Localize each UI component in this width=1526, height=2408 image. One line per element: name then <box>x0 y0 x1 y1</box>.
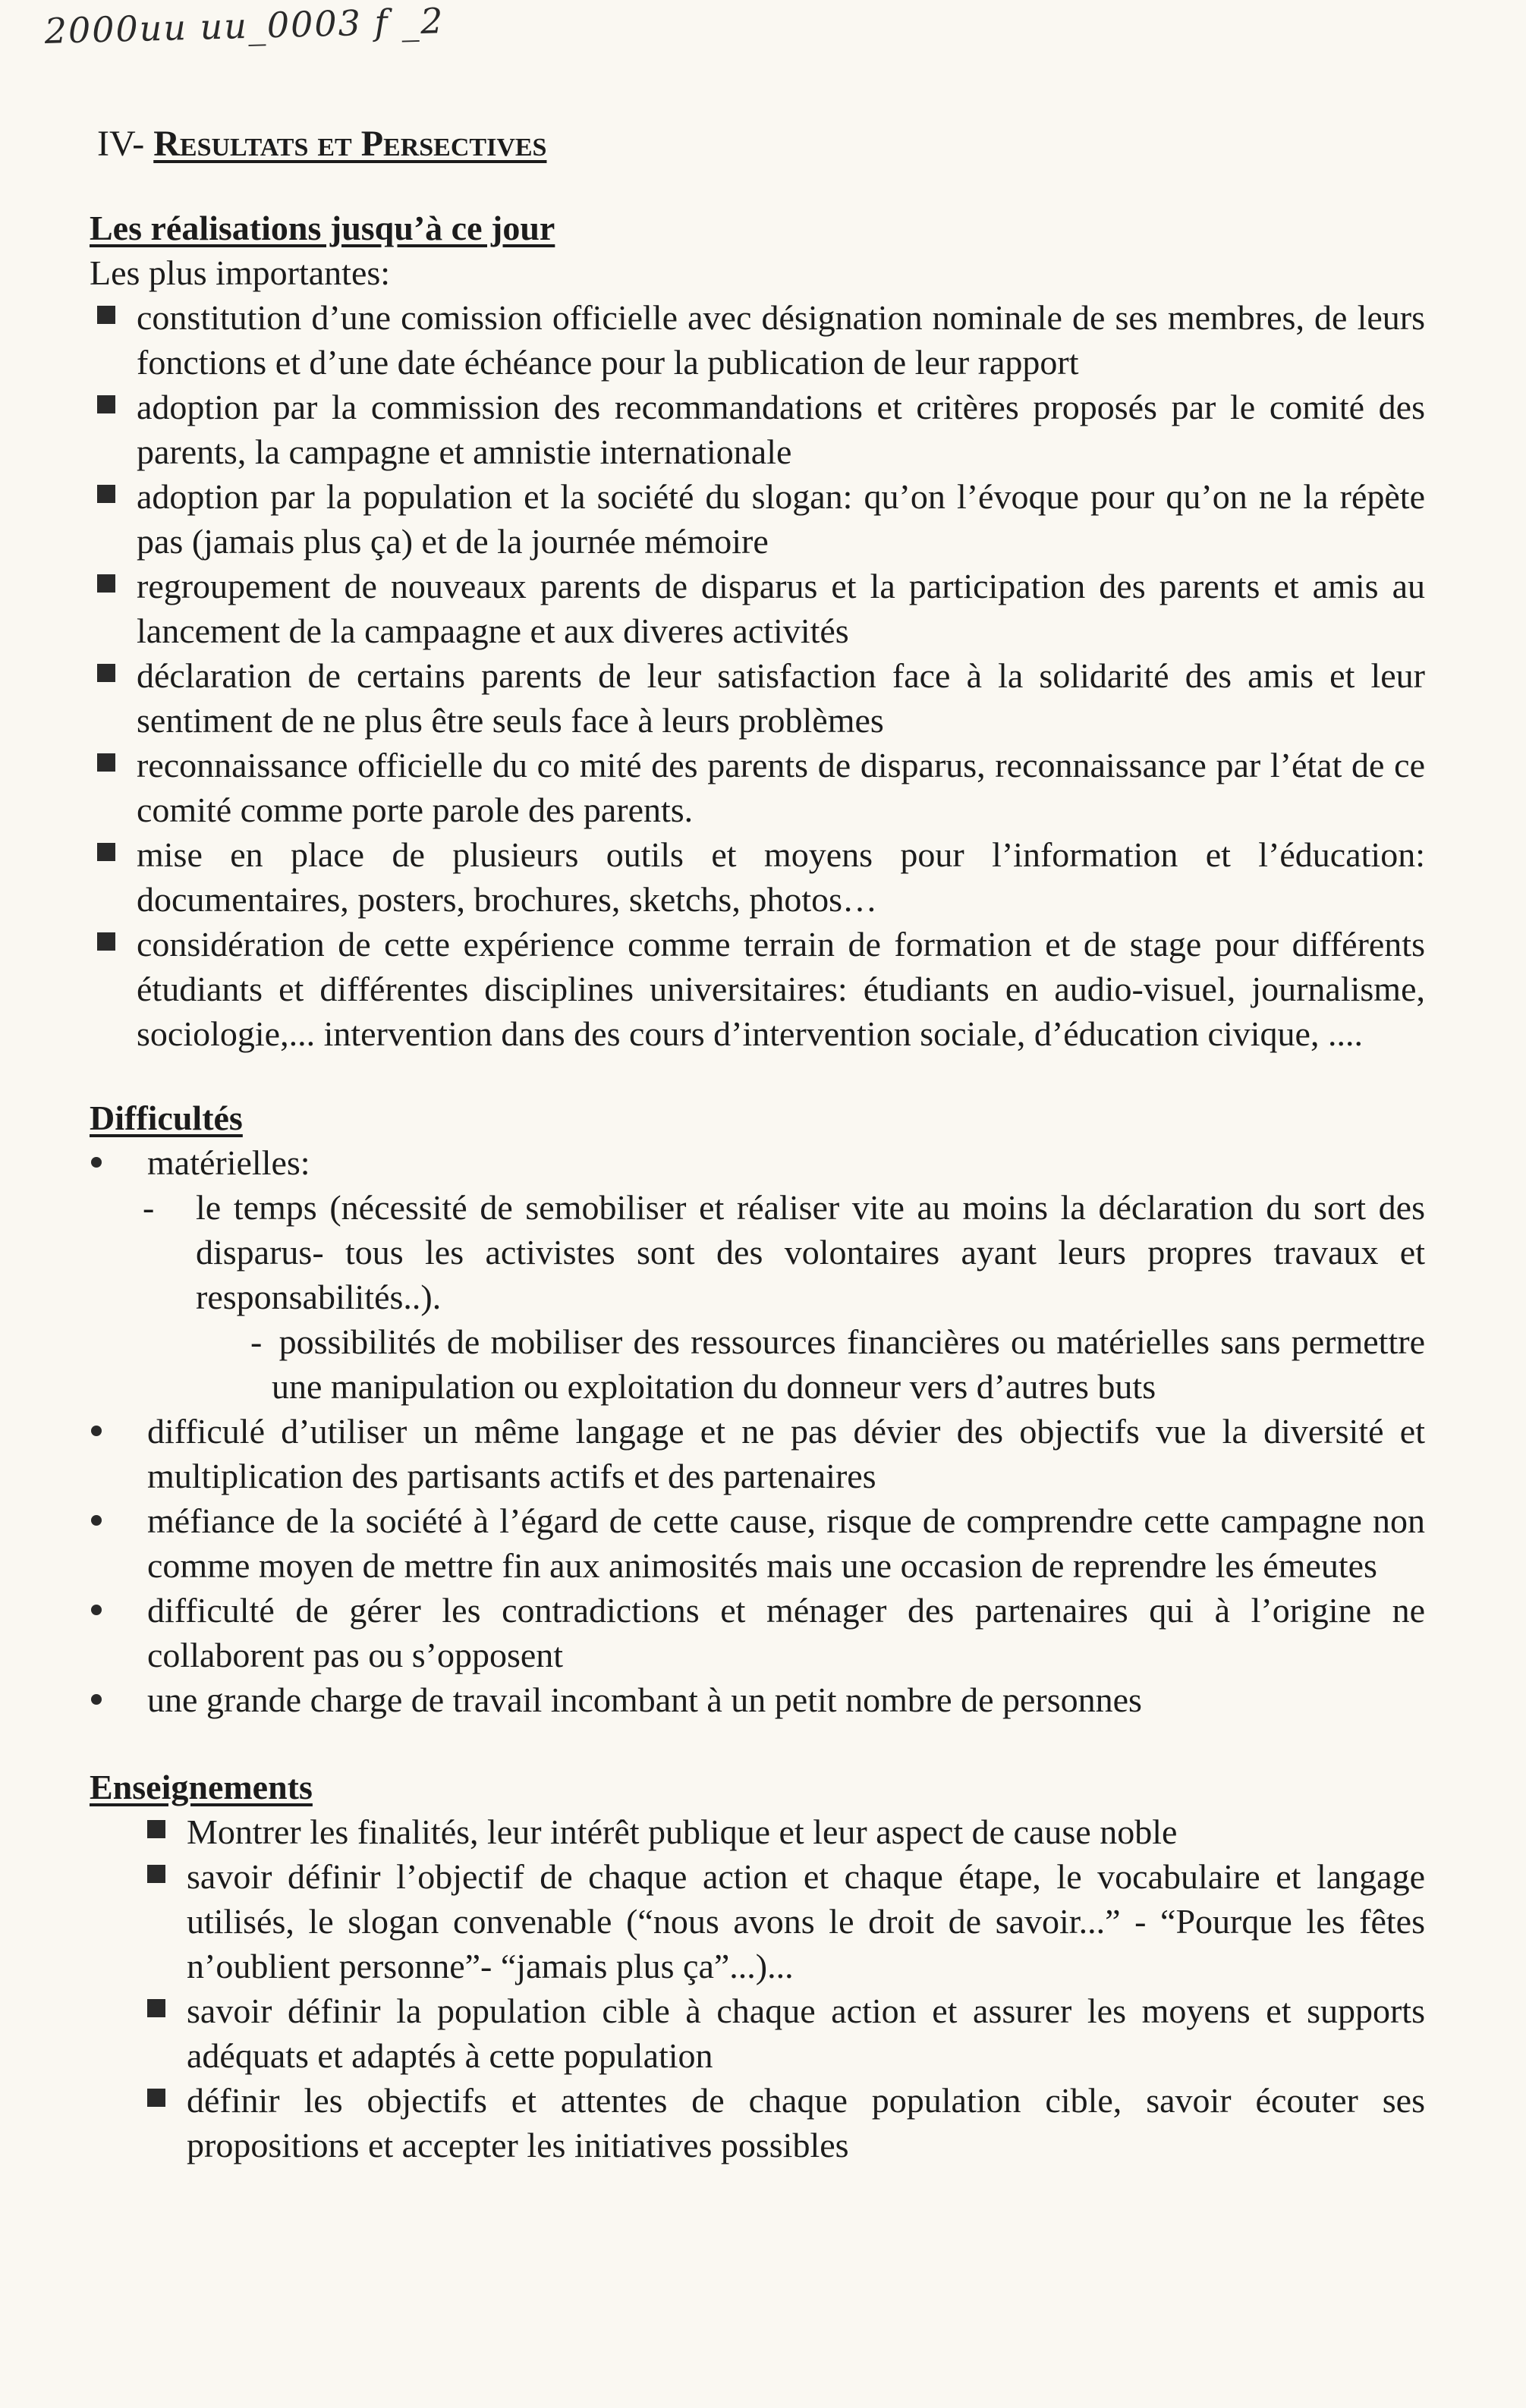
square-bullet-icon <box>97 664 115 682</box>
list-item <box>90 1588 1425 1677</box>
realisations-intro: Les plus importantes: <box>90 253 391 292</box>
list-item-text: adoption par la commission des recommandations et critères proposés par le comité des parents, la campagne et amnistie internationale <box>137 388 1425 471</box>
section-difficultes <box>90 1096 1425 1722</box>
list-item-text: savoir définir l’objectif de chaque action et chaque étape, le vocabulaire et langage utilisés, le slogan convenable (“nous avons le droit de savoir...” - “Pourque les fêtes n’oublient personne”- “jamais plus ça”...)... <box>187 1857 1425 1985</box>
sub-list-item <box>90 1319 1425 1409</box>
dash-bullet-icon: - <box>250 1322 273 1361</box>
list-item <box>140 1809 1425 1854</box>
square-bullet-icon <box>97 485 115 503</box>
list-item <box>90 922 1425 1056</box>
list-item-text: difficulté de gérer les contradictions et ménager des partenaires qui à l’origine ne collaborent pas ou s’opposent <box>147 1591 1425 1674</box>
list-item-text: méfiance de la société à l’égard de cette cause, risque de comprendre cette campagne non comme moyen de mettre fin aux animosités mais une occasion de reprendre les émeutes <box>147 1501 1425 1585</box>
difficultes-list-continued <box>90 1409 1425 1722</box>
list-item <box>90 1140 1425 1185</box>
list-item <box>90 564 1425 653</box>
square-bullet-icon <box>97 753 115 772</box>
square-bullet-icon <box>147 2089 165 2107</box>
list-item-text: reconnaissance officielle du co mité des parents de disparus, reconnaissance par l’état de ce comité comme porte parole des parents. <box>137 746 1425 829</box>
list-item <box>90 1677 1425 1722</box>
heading-title: Resultats et Persectives <box>153 124 547 164</box>
list-item-text: considération de cette expérience comme terrain de formation et de stage pour différents étudiants et différentes disciplines universitaires: étudiants en audio-visuel, journalisme, sociologie,... intervention dans des cours d’intervention sociale, d’éducation civique, .... <box>137 925 1425 1053</box>
difficultes-list <box>90 1140 1425 1185</box>
list-item <box>90 295 1425 385</box>
list-item-text: savoir définir la population cible à chaque action et assurer les moyens et supports adéquats et adaptés à cette population <box>187 1991 1425 2075</box>
list-item <box>90 743 1425 832</box>
square-bullet-icon <box>147 1820 165 1838</box>
list-item-text: définir les objectifs et attentes de chaque population cible, savoir écouter ses propositions et accepter les initiatives possibles <box>187 2081 1425 2164</box>
dash-bullet-icon: - <box>143 1188 155 1227</box>
list-item-text: le temps (nécessité de semobiliser et réaliser vite au moins la déclaration du sort des disparus- tous les activistes sont des volontaires ayant leurs propres travaux et responsabilités..). <box>196 1188 1425 1316</box>
list-item-text: constitution d’une comission officielle avec désignation nominale de ses membres, de leurs fonctions et d’une date échéance pour la publication de leur rapport <box>137 298 1425 382</box>
materielles-sublist <box>90 1185 1425 1409</box>
square-bullet-icon <box>97 306 115 324</box>
sub-list-item <box>90 1185 1425 1319</box>
section-enseignements <box>90 1765 1425 2168</box>
list-item <box>90 385 1425 474</box>
list-item <box>90 653 1425 743</box>
difficultes-heading: Difficultés <box>90 1099 243 1137</box>
round-bullet-icon <box>91 1157 102 1168</box>
document-body <box>90 121 1425 2168</box>
realisations-list <box>90 295 1425 1056</box>
handwritten-reference: 2000uu uu_0003 f _2 <box>44 0 445 52</box>
square-bullet-icon <box>97 843 115 861</box>
square-bullet-icon <box>97 395 115 413</box>
heading-number: IV- <box>97 124 145 164</box>
list-item-text: possibilités de mobiliser des ressources financières ou matérielles sans permettre une manipulation ou exploitation du donneur vers d’autres buts <box>272 1322 1425 1406</box>
list-item <box>140 1988 1425 2078</box>
list-item-text: une grande charge de travail incombant à un petit nombre de personnes <box>147 1680 1142 1719</box>
list-item <box>90 474 1425 564</box>
square-bullet-icon <box>147 1865 165 1883</box>
list-item <box>90 1498 1425 1588</box>
list-item-text: regroupement de nouveaux parents de disparus et la participation des parents et amis au lancement de la campaagne et aux diveres activités <box>137 567 1425 650</box>
round-bullet-icon <box>91 1515 102 1526</box>
list-item <box>90 1409 1425 1498</box>
list-item <box>140 2078 1425 2168</box>
section-realisations <box>90 206 1425 1056</box>
list-item-text: adoption par la population et la société du slogan: qu’on l’évoque pour qu’on ne la répète pas (jamais plus ça) et de la journée mémoire <box>137 477 1425 561</box>
list-item <box>90 832 1425 922</box>
list-item-text: difficulé d’utiliser un même langage et ne pas dévier des objectifs vue la diversité et multiplication des partisants actifs et des partenaires <box>147 1412 1425 1495</box>
square-bullet-icon <box>147 1999 165 2017</box>
round-bullet-icon <box>91 1426 102 1436</box>
list-item-text: déclaration de certains parents de leur satisfaction face à la solidarité des amis et leur sentiment de ne plus être seuls face à leurs problèmes <box>137 656 1425 740</box>
square-bullet-icon <box>97 932 115 951</box>
list-item-text: mise en place de plusieurs outils et moyens pour l’information et l’éducation: documentaires, posters, brochures, sketchs, photos… <box>137 835 1425 919</box>
round-bullet-icon <box>91 1605 102 1615</box>
enseignements-list <box>140 1809 1425 2168</box>
enseignements-heading: Enseignements <box>90 1768 313 1806</box>
list-item-text: Montrer les finalités, leur intérêt publique et leur aspect de cause noble <box>187 1812 1178 1851</box>
list-item-text: matérielles: <box>147 1143 310 1182</box>
main-heading <box>97 121 1425 166</box>
list-item <box>140 1854 1425 1988</box>
square-bullet-icon <box>97 574 115 593</box>
realisations-heading: Les réalisations jusqu’à ce jour <box>90 209 555 247</box>
round-bullet-icon <box>91 1694 102 1705</box>
